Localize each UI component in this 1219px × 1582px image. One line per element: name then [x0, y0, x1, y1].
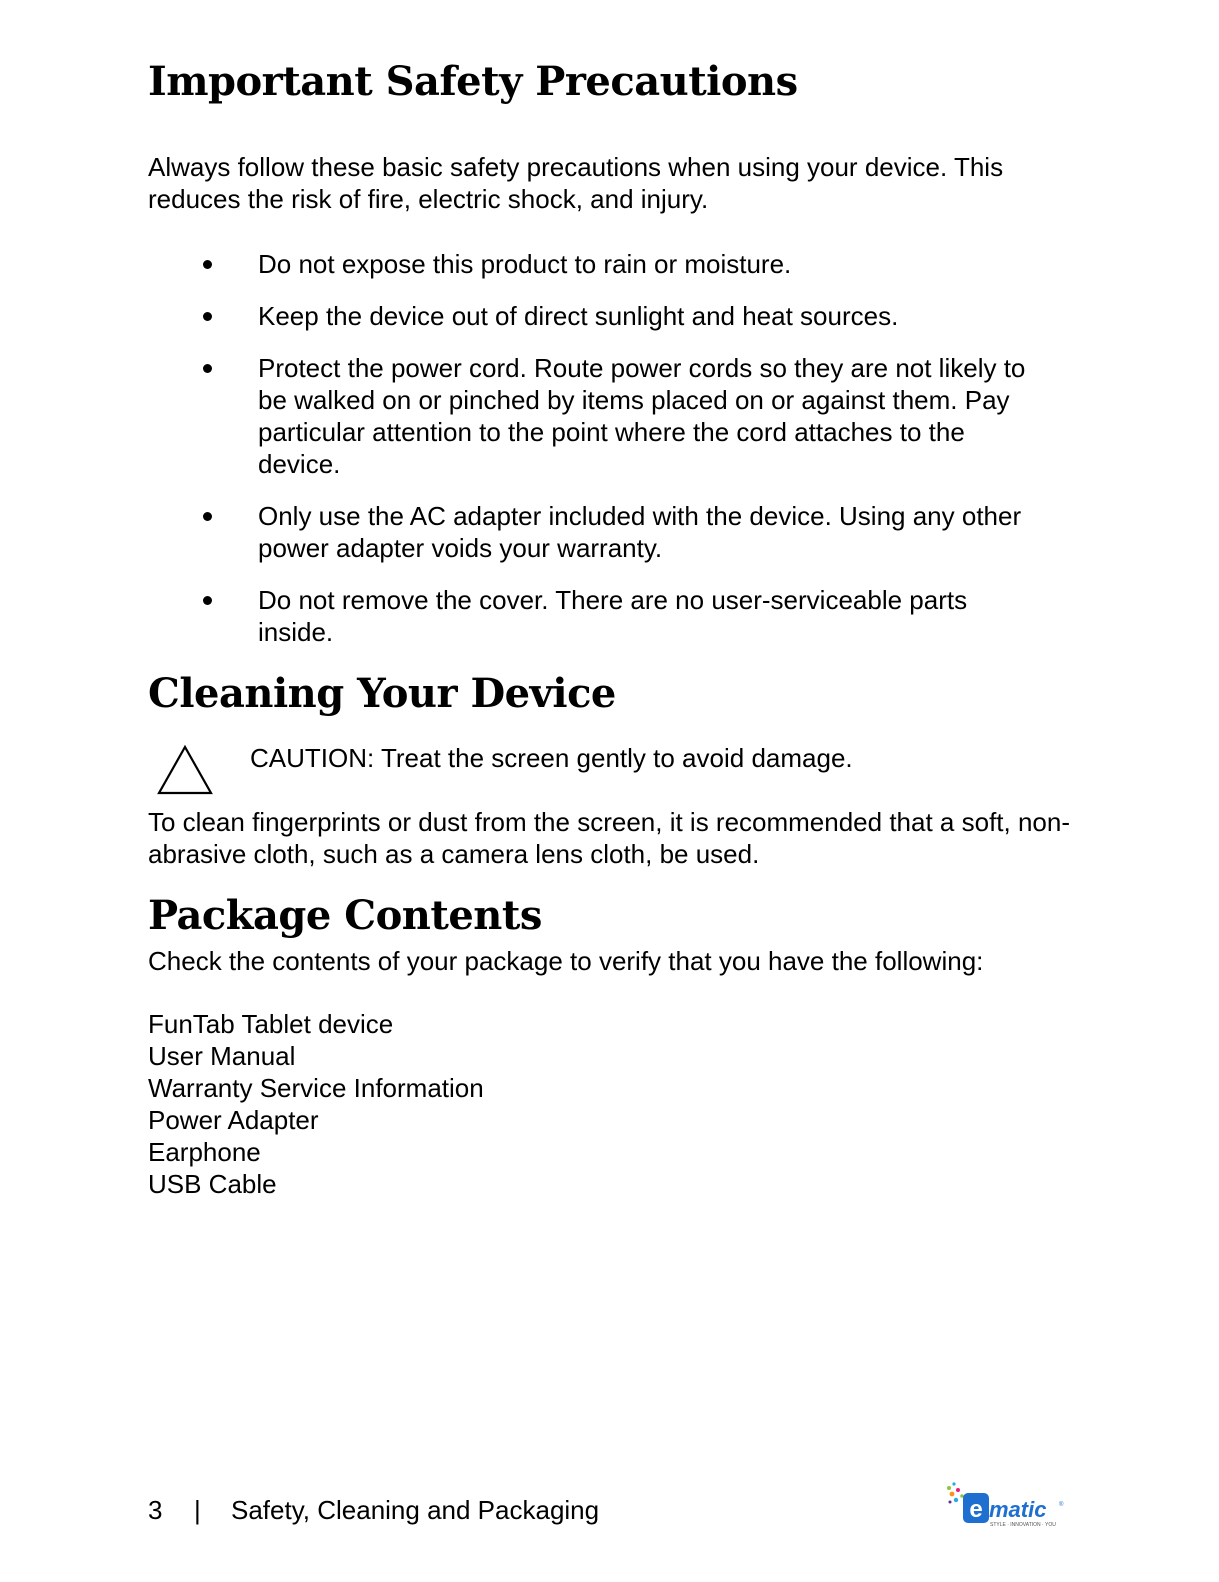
list-item: USB Cable [148, 1169, 277, 1199]
list-item-text: Do not expose this product to rain or moisture. [258, 249, 792, 279]
page-number: 3 [148, 1495, 163, 1525]
list-item: User Manual [148, 1041, 296, 1071]
logo-dot [954, 1498, 958, 1502]
cleaning-body: To clean fingerprints or dust from the screen, it is recommended that a soft, non-abrasive cloth, such as a camera lens cloth, be used. [148, 807, 1070, 869]
logo-dot [952, 1482, 955, 1485]
list-item [148, 584, 1048, 648]
footer-section-title: Safety, Cleaning and Packaging [231, 1495, 600, 1525]
logo-dot [950, 1492, 955, 1497]
package-intro: Check the contents of your package to verify that you have the following: [148, 946, 984, 976]
list-item-text: Protect the power cord. Route power cords so they are not likely to be walked on or pinched by items placed on or against them. Pay particular attention to the point where the cord attaches to the device. [258, 353, 1026, 479]
list-item-text: Only use the AC adapter included with the device. Using any other power adapter voids your warranty. [258, 501, 1022, 563]
bullet-icon [203, 364, 212, 373]
logo-dot [956, 1488, 960, 1492]
list-item [148, 500, 1048, 564]
package-contents-list [148, 1008, 484, 1200]
safety-list [148, 248, 1078, 668]
warning-triangle-icon [156, 744, 214, 796]
list-item: Earphone [148, 1137, 261, 1167]
manual-page [148, 0, 1078, 1582]
list-item [148, 248, 1048, 280]
caution-notice [148, 742, 1078, 798]
logo-wordmark: matic [989, 1497, 1047, 1522]
bullet-icon [203, 596, 212, 605]
ematic-logo [943, 1480, 1068, 1532]
page-footer [148, 1494, 1078, 1534]
logo-tagline: STYLE · INNOVATION · YOU [990, 1522, 1056, 1528]
bullet-icon [203, 312, 212, 321]
footer-separator: | [194, 1495, 201, 1525]
logo-dot [947, 1486, 951, 1490]
bullet-icon [203, 512, 212, 521]
list-item: FunTab Tablet device [148, 1009, 394, 1039]
caution-text: CAUTION: Treat the screen gently to avoid damage. [250, 743, 853, 773]
safety-intro: Always follow these basic safety precautions when using your device. This reduces the risk of fire, electric shock, and injury. [148, 152, 1004, 214]
list-item-text: Do not remove the cover. There are no user-serviceable parts inside. [258, 585, 968, 647]
bullet-icon [203, 260, 212, 269]
list-item: Power Adapter [148, 1105, 319, 1135]
package-heading: Package Contents [148, 892, 542, 939]
cleaning-heading: Cleaning Your Device [148, 670, 616, 717]
list-item [148, 352, 1048, 480]
logo-dot [949, 1501, 952, 1504]
logo-badge-letter: e [969, 1496, 983, 1523]
list-item-text: Keep the device out of direct sunlight and heat sources. [258, 301, 899, 331]
logo-registered-mark: ® [1059, 1502, 1064, 1508]
list-item: Warranty Service Information [148, 1073, 484, 1103]
list-item [148, 300, 1048, 332]
safety-heading: Important Safety Precautions [148, 58, 798, 105]
